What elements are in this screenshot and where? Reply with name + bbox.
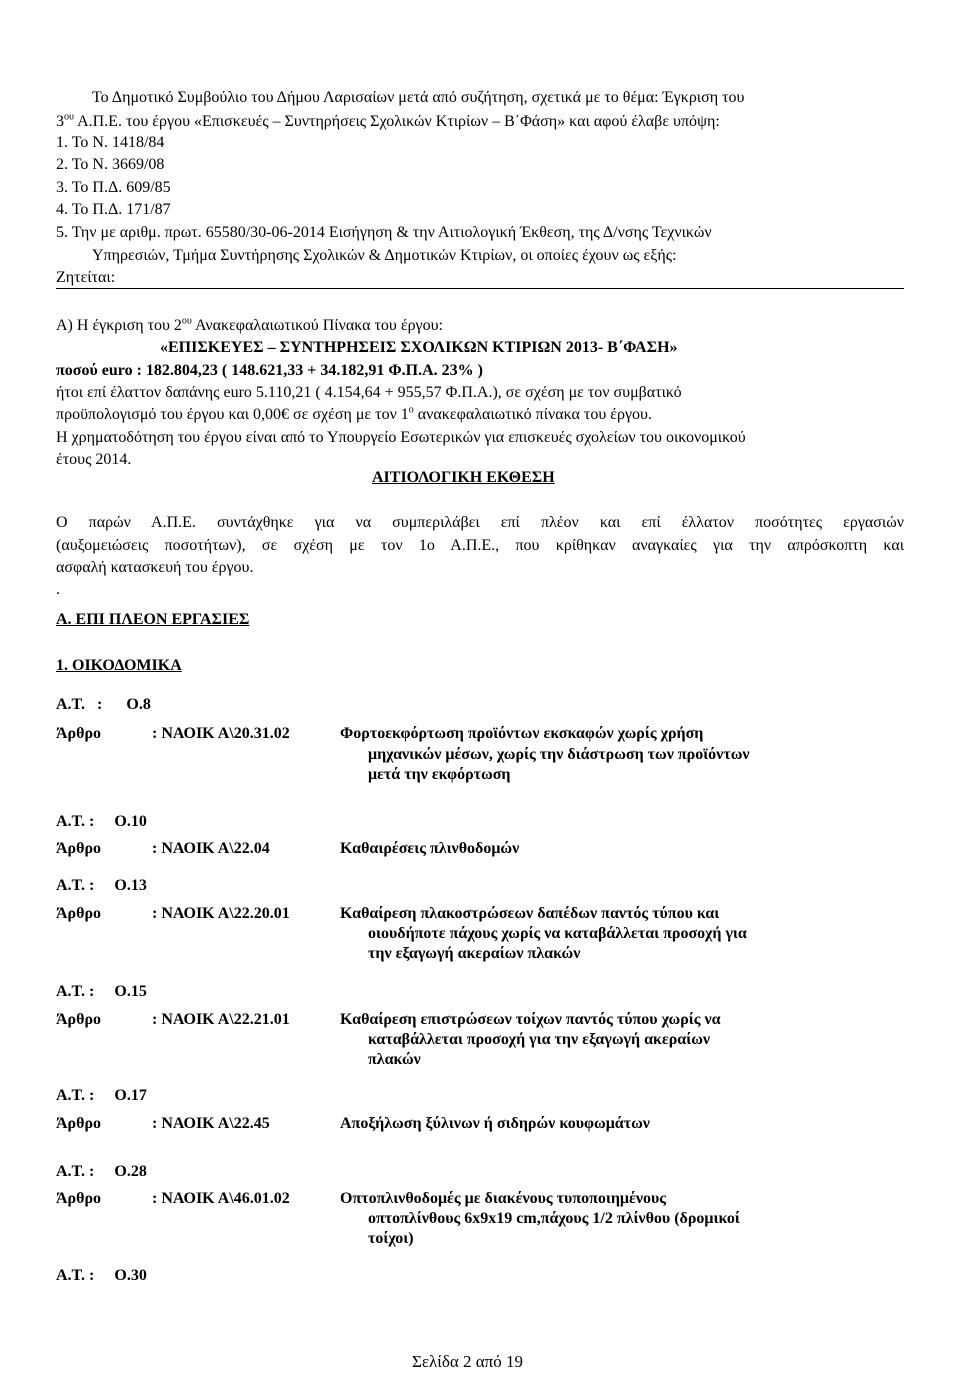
approval-text-post: Ανακεφαλαιωτικού Πίνακα του έργου: (191, 317, 443, 334)
funding-line-2: έτους 2014. (56, 451, 132, 468)
intro-order-number: 3 (56, 113, 64, 130)
item-description-line: μηχανικών μέσων, χωρίς την διάστρωση των προϊόντων (368, 746, 750, 763)
item-description-line: Καθαίρεση πλακοστρώσεων δαπέδων παντός τύπου και (340, 905, 720, 922)
item-code-header: Α.Τ. : Ο.8 (56, 696, 151, 713)
item-description-line: τοίχοι) (368, 1230, 414, 1247)
article-code: : ΝΑΟΙΚ Α\46.01.02 (152, 1190, 290, 1207)
cost-reduction-text-post: ), σε σχέση με τον συμβατικό (492, 384, 682, 401)
reference-item: 4. Το Π.Δ. 171/87 (56, 201, 171, 218)
article-code: : ΝΑΟΙΚ Α\20.31.02 (152, 725, 290, 742)
reference-item: 3. Το Π.Δ. 609/85 (56, 179, 171, 196)
reference-item-continuation: Υπηρεσιών, Τμήμα Συντήρησης Σχολικών & Δημοτικών Κτιρίων, οι οποίες έχουν ως εξής: (92, 247, 677, 264)
page-number-footer: Σελίδα 2 από 19 (412, 1352, 524, 1371)
justification-line-1: Ο παρών Α.Π.Ε. συντάχθηκε για να συμπεριλάβει επί πλέον και επί έλλατον ποσότητες εργασιών (56, 514, 904, 531)
budget-ordinal-suffix: ο (408, 404, 414, 416)
justification-heading: ΑΙΤΙΟΛΟΓΙΚΗ ΕΚΘΕΣΗ (372, 469, 555, 486)
cost-reduction-text: ήτοι επί έλαττον δαπάνης euro 5.110,21 ( 4.154,64 + 955,57 Φ.Π.Α. (56, 384, 493, 401)
article-label: Άρθρο (56, 1115, 102, 1132)
item-description-line: Αποξήλωση ξύλινων ή σιδηρών κουφωμάτων (340, 1115, 650, 1132)
article-label: Άρθρο (56, 1011, 102, 1028)
article-code: : ΝΑΟΙΚ Α\22.21.01 (152, 1011, 290, 1028)
project-title: «ΕΠΙΣΚΕΥΕΣ – ΣΥΝΤΗΡΗΣΕΙΣ ΣΧΟΛΙΚΩΝ ΚΤΙΡΙΩΝ 2013- Β΄ΦΑΣΗ» (160, 339, 678, 356)
approval-ordinal-suffix: ου (181, 315, 192, 327)
article-code: : ΝΑΟΙΚ Α\22.04 (152, 840, 270, 857)
project-amount: ποσού euro : 182.804,23 ( 148.621,33 + 34.182,91 Φ.Π.Α. 23% ) (56, 362, 483, 379)
item-description-line: την εξαγωγή ακεραίων πλακών (368, 945, 581, 962)
item-description-line: οιουδήποτε πάχους χωρίς να καταβάλλεται προσοχή για (368, 925, 747, 942)
building-works-heading: 1. ΟΙΚΟΔΟΜΙΚΑ (56, 657, 182, 674)
justification-line-3: ασφαλή κατασκευή του έργου. (56, 559, 254, 576)
item-code-header: Α.Τ. : Ο.30 (56, 1267, 147, 1284)
justification-dot: . (56, 581, 60, 598)
cost-reduction-line (56, 383, 682, 403)
intro-line-1: Το Δημοτικό Συμβούλιο του Δήμου Λαρισαίων μετά από συζήτηση, σχετικά με το θέμα: Έγκριση του (92, 89, 745, 106)
item-code-header: Α.Τ. : Ο.13 (56, 877, 147, 894)
item-code-header: Α.Τ. : Ο.10 (56, 813, 147, 830)
reference-item: 2. Το Ν. 3669/08 (56, 156, 165, 173)
item-description-line: Φορτοεκφόρτωση προϊόντων εκσκαφών χωρίς χρήση (340, 725, 704, 742)
intro-line-2-text: Α.Π.Ε. του έργου «Επισκευές – Συντηρήσεις Σχολικών Κτιρίων – Β΄Φάση» και αφού έλαβε υπόψη: (73, 113, 720, 130)
item-description-line: Καθαιρέσεις πλινθοδομών (340, 840, 520, 857)
item-description-line: Καθαίρεση επιστρώσεων τοίχων παντός τύπου χωρίς να (340, 1011, 721, 1028)
item-description-line: πλακών (368, 1051, 421, 1068)
approval-line (56, 316, 443, 336)
article-label: Άρθρο (56, 905, 102, 922)
reference-item: 5. Την με αριθμ. πρωτ. 65580/30-06-2014 Εισήγηση & την Αιτιολογική Έκθεση, της Δ/νσης Τεχνικών (56, 224, 712, 241)
item-description-line: οπτοπλίνθους 6x9x19 cm,πάχους 1/2 πλίνθου (δρομικοί (368, 1210, 740, 1227)
justification-line-2: (αυξομειώσεις ποσοτήτων), σε σχέση με τον 1ο Α.Π.Ε., που κρίθηκαν αναγκαίες για την απρόσκοπτη και (56, 537, 904, 554)
reference-item: 1. Το Ν. 1418/84 (56, 134, 165, 151)
item-code-header: Α.Τ. : Ο.28 (56, 1163, 147, 1180)
item-code-header: Α.Τ. : Ο.17 (56, 1087, 147, 1104)
budget-text-pre: προϋπολογισμό του έργου και 0,00€ σε σχέση με τον 1 (56, 406, 409, 423)
budget-text-post: ανακεφαλαιωτικό πίνακα του έργου. (413, 406, 652, 423)
article-code: : ΝΑΟΙΚ Α\22.45 (152, 1115, 270, 1132)
extra-works-heading: Α. ΕΠΙ ΠΛΕΟΝ ΕΡΓΑΣΙΕΣ (56, 611, 250, 628)
item-code-header: Α.Τ. : Ο.15 (56, 983, 147, 1000)
article-code: : ΝΑΟΙΚ Α\22.20.01 (152, 905, 290, 922)
intro-line-2 (56, 112, 720, 132)
budget-comparison-line (56, 405, 652, 425)
approval-text-pre: Α) Η έγκριση του 2 (56, 317, 182, 334)
item-description-line: μετά την εκφόρτωση (368, 766, 511, 783)
article-label: Άρθρο (56, 1190, 102, 1207)
funding-line-1: Η χρηματοδότηση του έργου είναι από το Υπουργείο Εσωτερικών για επισκευές σχολείων του οικονομικού (56, 429, 746, 446)
requested-label: Ζητείται: (56, 269, 116, 286)
item-description-line: Οπτοπλινθοδομές με διακένους τυποποιημένους (340, 1190, 667, 1207)
article-label: Άρθρο (56, 725, 102, 742)
section-divider (56, 288, 904, 289)
item-description-line: καταβάλλεται προσοχή για την εξαγωγή ακεραίων (368, 1031, 711, 1048)
intro-order-suffix: ου (64, 111, 74, 123)
article-label: Άρθρο (56, 840, 102, 857)
